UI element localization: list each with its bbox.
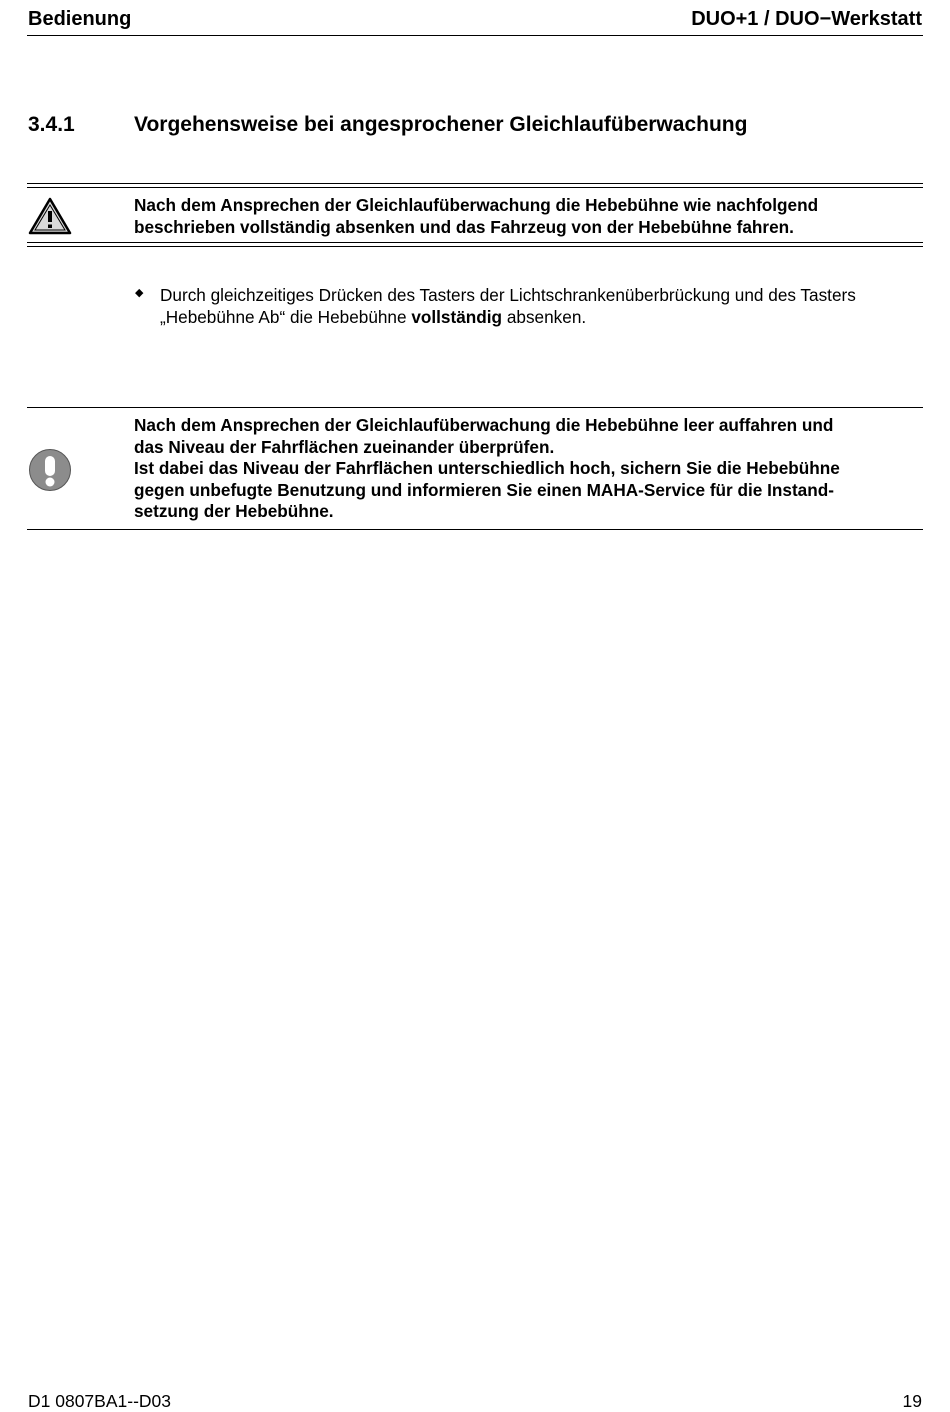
note-line: Nach dem Ansprechen der Gleichlaufüberwachung die Hebebühne leer auffahren und <box>134 415 834 435</box>
footer-doc-id: D1 0807BA1--D03 <box>28 1391 171 1411</box>
note-line: gegen unbefugte Benutzung und informieren Sie einen MAHA-Service für die Instand- <box>134 479 834 500</box>
warning-triangle-icon <box>28 196 72 236</box>
note-line: das Niveau der Fahrflächen zueinander überprüfen. <box>134 436 555 457</box>
section-number: 3.4.1 <box>28 113 75 136</box>
header-section-title: Bedienung <box>28 8 132 30</box>
warning-line: beschrieben vollständig absenken und das Fahrzeug von der Hebebühne fahren. <box>134 217 794 237</box>
instruction-emphasis: vollständig <box>411 307 503 327</box>
instruction-text <box>160 284 930 328</box>
header-rule <box>27 35 923 36</box>
warning-text <box>134 194 914 238</box>
note-line: setzung der Hebebühne. <box>134 501 334 521</box>
note-bottom-rule <box>27 529 923 530</box>
footer-page-number: 19 <box>902 1391 922 1411</box>
note-top-rule <box>27 407 923 408</box>
note-text <box>134 415 914 523</box>
header-product-name: DUO+1 / DUO−Werkstatt <box>691 8 922 30</box>
instruction-line: Durch gleichzeitiges Drücken des Tasters der Lichtschrankenüberbrückung und des Tasters <box>160 285 856 305</box>
warning-top-rule <box>27 183 923 188</box>
bullet-diamond-icon: ◆ <box>135 287 144 299</box>
section-title: Vorgehensweise bei angesprochener Gleichlaufüberwachung <box>134 113 748 136</box>
warning-line: Nach dem Ansprechen der Gleichlaufüberwachung die Hebebühne wie nachfolgend <box>134 195 819 215</box>
instruction-line <box>160 306 930 328</box>
instruction-text-part: absenken. <box>502 307 587 327</box>
instruction-text-part: „Hebebühne Ab“ die Hebebühne <box>160 307 412 327</box>
note-line: Ist dabei das Niveau der Fahrflächen unterschiedlich hoch, sichern Sie die Hebebühne <box>134 458 840 478</box>
exclamation-circle-icon <box>28 448 72 492</box>
warning-bottom-rule <box>27 242 923 247</box>
